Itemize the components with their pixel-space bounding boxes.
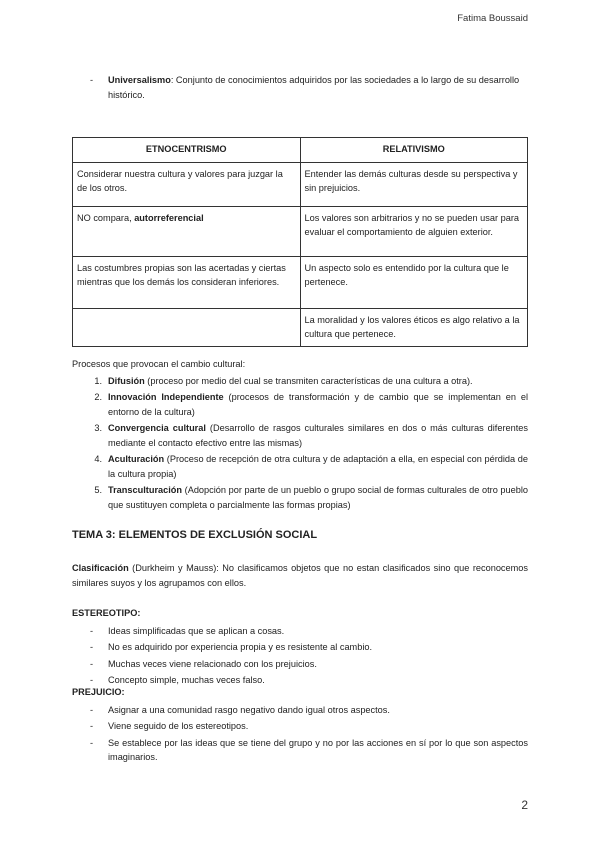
prejudice-heading: PREJUICIO: [72, 687, 125, 697]
universalism-text: : Conjunto de conocimientos adquiridos por las sociedades a lo largo de su desarrollo histórico. [108, 75, 520, 100]
column-header-etnocentrismo: ETNOCENTRISMO [73, 138, 301, 163]
list-item: 2. Innovación Independiente (procesos de transformación y de cambio que se implementan en el entorno de la cultura) [94, 392, 528, 417]
stereotype-section [72, 606, 528, 690]
processes-list [72, 374, 528, 513]
stereotype-list [72, 624, 528, 688]
table-cell-right: La moralidad y los valores éticos es algo relativo a la cultura que pertenece. [300, 309, 528, 347]
list-item: - Viene seguido de los estereotipos. [90, 721, 249, 731]
table-cell-left: Considerar nuestra cultura y valores para juzgar la de los otros. [73, 163, 301, 207]
column-header-relativismo: RELATIVISMO [300, 138, 528, 163]
table-cell-left: NO compara, autorreferencial [73, 207, 301, 257]
table-row [73, 163, 528, 207]
page-number: 2 [521, 798, 528, 812]
comparison-table [72, 137, 528, 347]
list-item: - Concepto simple, muchas veces falso. [90, 675, 265, 685]
topic-heading: TEMA 3: ELEMENTOS DE EXCLUSIÓN SOCIAL [72, 529, 318, 541]
bullet-dash: - [90, 75, 94, 85]
list-item: 5. Transculturación (Adopción por parte de un pueblo o grupo social de formas culturales de otro pueblo que sustituyen completa o parcialmente las formas propias) [94, 485, 528, 510]
list-item: 3. Convergencia cultural (Desarrollo de rasgos culturales similares en dos o más culturas diferentes mediante el contacto efectivo entre las mismas) [94, 423, 528, 448]
classification-paragraph: Clasificación (Durkheim y Mauss): No clasificamos objetos que no estan clasificados sino que reconocemos similares suyos y los agrupamos con ellos. [72, 563, 528, 588]
table-row [73, 309, 528, 347]
table-cell-right: Los valores son arbitrarios y no se pueden usar para evaluar el comportamiento de alguien exterior. [300, 207, 528, 257]
prejudice-list [72, 703, 528, 765]
processes-section [72, 357, 528, 512]
list-item: - Muchas veces viene relacionado con los prejuicios. [90, 658, 317, 669]
universalism-term: Universalismo [108, 75, 171, 85]
list-item: - No es adquirido por experiencia propia y es resistente al cambio. [90, 642, 373, 652]
table-cell-left [73, 309, 301, 347]
table-row [73, 207, 528, 257]
list-item: 4. Aculturación (Proceso de recepción de otra cultura y de adaptación a ella, en especial con pérdida de la cultura propia) [94, 454, 528, 479]
table-row [73, 257, 528, 309]
list-item: - Se establece por las ideas que se tiene del grupo y no por las acciones en sí por lo que son aspectos imaginarios. [90, 737, 528, 762]
table-cell-right: Entender las demás culturas desde su perspectiva y sin prejuicios. [300, 163, 528, 207]
processes-intro: Procesos que provocan el cambio cultural: [72, 359, 246, 369]
list-item: - Asignar a una comunidad rasgo negativo dando igual otros aspectos. [90, 704, 390, 715]
universalism-bullet [90, 73, 528, 102]
prejudice-section [72, 685, 528, 767]
table-header-row [73, 138, 528, 163]
table-cell-right: Un aspecto solo es entendido por la cultura que le pertenece. [300, 257, 528, 309]
classification-term: Clasificación [72, 563, 129, 573]
stereotype-heading: ESTEREOTIPO: [72, 608, 141, 618]
list-item: 1. Difusión (proceso por medio del cual se transmiten características de una cultura a otra). [94, 375, 473, 386]
header-author: Fatima Boussaid [457, 13, 528, 24]
table-cell-left: Las costumbres propias son las acertadas y ciertas mientras que los demás los consideran inferiores. [73, 257, 301, 309]
list-item: - Ideas simplificadas que se aplican a cosas. [90, 625, 285, 636]
